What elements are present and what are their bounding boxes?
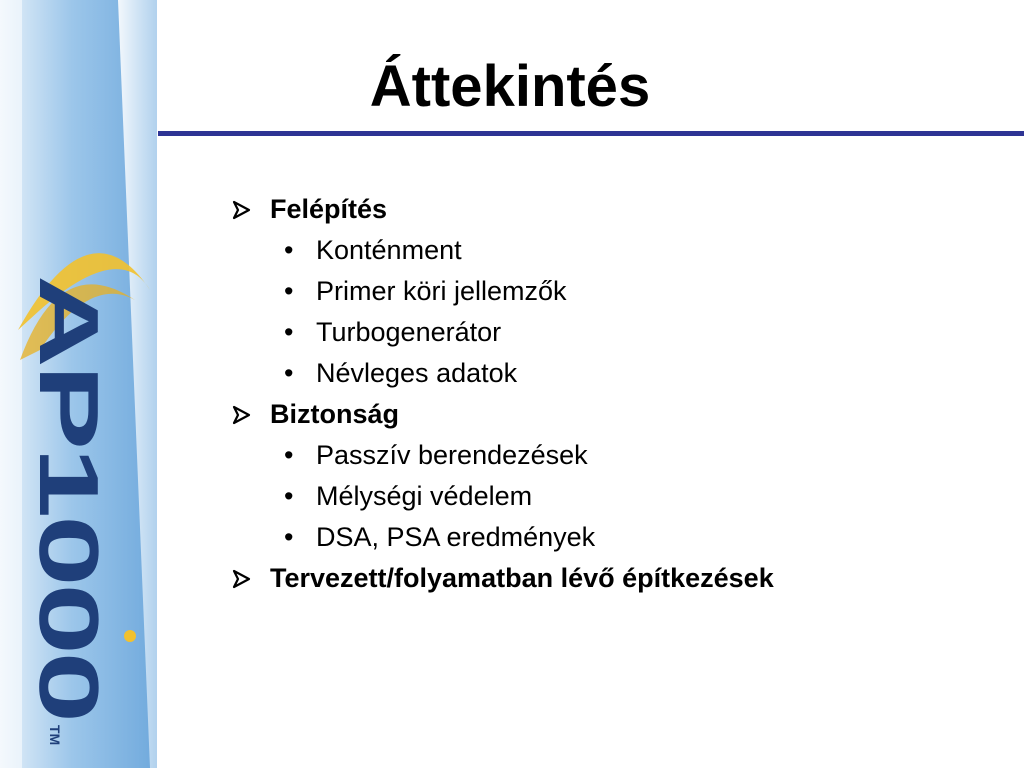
- item-label: Mélységi védelem: [316, 481, 533, 511]
- ap1000-banner-graphic: [0, 0, 160, 768]
- bullet-icon: •: [284, 358, 294, 388]
- item-label: Konténment: [316, 235, 462, 265]
- outline-item: [232, 312, 1012, 353]
- section-heading: Tervezett/folyamatban lévő építkezések: [270, 563, 774, 593]
- item-label: Primer köri jellemzők: [316, 276, 567, 306]
- outline-item: [232, 230, 1012, 271]
- outline-section: [232, 558, 1012, 599]
- outline-list: [232, 189, 1012, 599]
- section-heading: Felépítés: [270, 194, 388, 224]
- item-label: Névleges adatok: [316, 358, 518, 388]
- bullet-icon: •: [284, 276, 294, 306]
- arrow-bullet-icon: [232, 200, 270, 220]
- outline-section: [232, 189, 1012, 230]
- side-banner: [0, 0, 160, 768]
- item-label: Passzív berendezések: [316, 440, 588, 470]
- bullet-icon: •: [284, 481, 294, 511]
- item-label: DSA, PSA eredmények: [316, 522, 596, 552]
- section-heading: Biztonság: [270, 399, 400, 429]
- svg-text:TM: TM: [47, 725, 63, 746]
- title-divider: [158, 131, 1024, 136]
- outline-item: [232, 517, 1012, 558]
- arrow-bullet-icon: [232, 405, 270, 425]
- ap1000-logo: [22, 275, 116, 745]
- svg-text:AP1000: AP1000: [22, 275, 116, 567]
- bullet-icon: •: [284, 440, 294, 470]
- bullet-icon: •: [284, 522, 294, 552]
- outline-item: [232, 271, 1012, 312]
- bullet-icon: •: [284, 235, 294, 265]
- outline-item: [232, 353, 1012, 394]
- arrow-bullet-icon: [232, 569, 270, 589]
- outline-item: [232, 476, 1012, 517]
- slide-title: Áttekintés: [369, 54, 651, 119]
- item-label: Turbogenerátor: [316, 317, 502, 347]
- bullet-icon: •: [284, 317, 294, 347]
- outline-section: [232, 394, 1012, 435]
- outline-item: [232, 435, 1012, 476]
